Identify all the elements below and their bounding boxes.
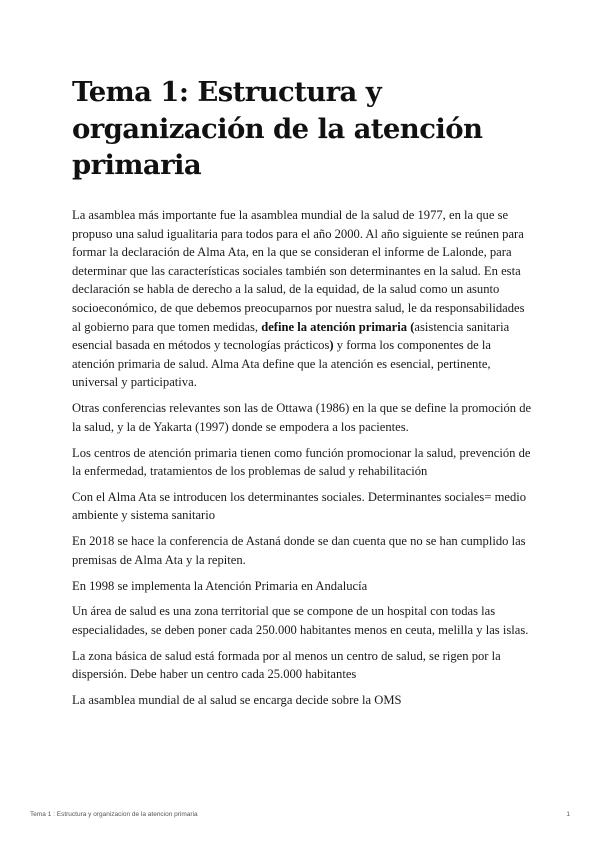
paragraph-conferences: Otras conferencias relevantes son las de Ottawa (1986) en la que se define la promoción de la salud, y la de Yakarta (1997) donde se empodera a los pacientes.	[72, 401, 532, 434]
paragraph-text: La asamblea más importante fue la asamblea mundial de la salud de 1977, en la que se propuso una salud igualitaria para todos para el año 2000. Al año siguiente se reúnen para formar la declaración de Alma Ata, en la que se consideran el informe de Lalonde, para determinar que las características sociales también son determinantes en la salud. En esta declaración se habla de derecho a la salud, de la equidad, de la salud como un asunto socioeconómico, de que debemos preocuparnos por nuestra salud, le da responsabilidades al gobierno para que tomen medidas,	[72, 208, 525, 334]
page-title: Tema 1: Estructura y organización de la atención primaria	[72, 76, 483, 181]
paragraph-primary-care-functions: Los centros de atención primaria tienen como función promocionar la salud, prevención de la enfermedad, tratamientos de los problemas de salud y rehabilitación	[72, 445, 531, 479]
paragraph-basic-health-zone: La zona básica de salud está formada por al menos un centro de salud, se rigen por la dispersión. Debe haber un centro cada 25.000 habitantes	[72, 648, 501, 682]
paragraph-text: y forma los componentes de la atención primaria de salud. Alma Ata define que la atención es esencial, pertinente, universal y participativa.	[72, 338, 491, 390]
footer-title: Tema 1 : Estructura y organizacion de la atencion primaria	[30, 811, 198, 818]
paragraph-alma-ata	[72, 206, 534, 392]
paragraph-astana: En 2018 se hace la conferencia de Astaná donde se dan cuenta que no se han cumplido las premisas de Alma Ata y la repiten.	[72, 534, 526, 567]
paragraph-health-area: Un área de salud es una zona territorial que se compone de un hospital con todas las especialidades, se deben poner cada 250.000 habitantes menos en ceuta, melilla y las islas.	[72, 604, 529, 637]
paragraph-oms: La asamblea mundial de al salud se encarga decide sobre la OMS	[72, 693, 402, 708]
bold-text: define la atención primaria (	[261, 319, 415, 334]
bold-text: )	[329, 338, 334, 353]
page-number: 1	[566, 811, 570, 818]
paragraph-social-determinants: Con el Alma Ata se introducen los determinantes sociales. Determinantes sociales= medio ambiente y sistema sanitario	[72, 489, 527, 523]
paragraph-text: asistencia sanitaria esencial basada en métodos y tecnologías prácticos	[72, 319, 510, 353]
document-body	[72, 206, 534, 717]
paragraph-andalucia: En 1998 se implementa la Atención Primaria en Andalucía	[72, 578, 368, 593]
